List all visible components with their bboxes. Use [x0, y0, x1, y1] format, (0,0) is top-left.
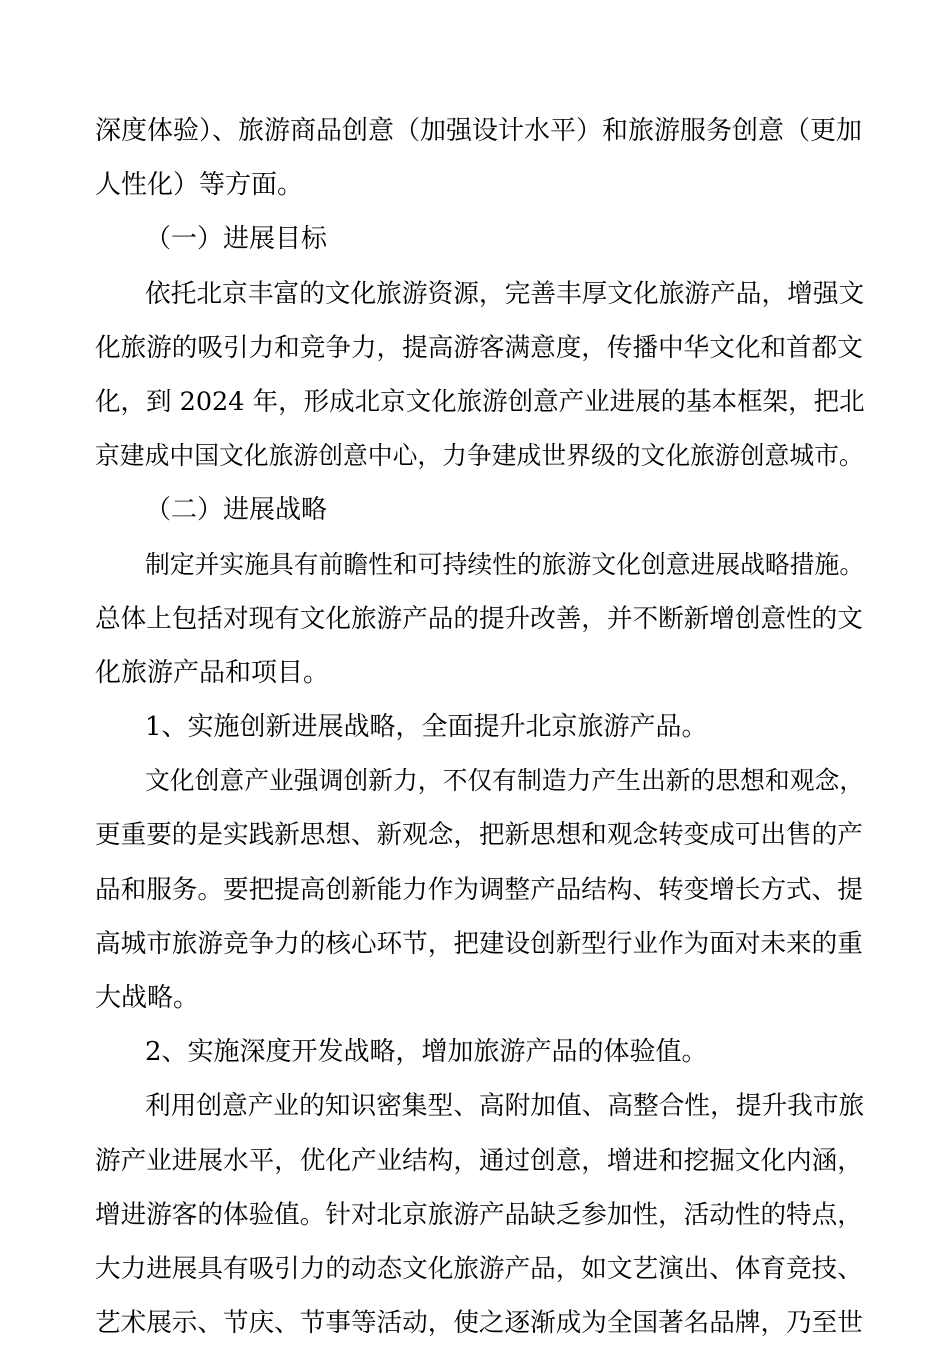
text-line: 化，到 2024 年，形成北京文化旅游创意产业进展的基本框架，把北	[95, 386, 865, 417]
text-line: 增进游客的体验值。针对北京旅游产品缺乏参加性，活动性的特点，	[95, 1199, 863, 1230]
text-line: 利用创意产业的知识密集型、高附加值、高整合性，提升我市旅	[145, 1091, 865, 1122]
document-page	[95, 104, 865, 1350]
section-heading: （二）进展战略	[145, 495, 328, 526]
text-line: 化旅游产品和项目。	[95, 657, 330, 688]
text-line: 文化创意产业强调创新力，不仅有制造力产生出新的思想和观念，	[145, 766, 865, 796]
text-line: 大力进展具有吸引力的动态文化旅游产品，如文艺演出、体育竞技、	[95, 1253, 863, 1284]
text-line: 人性化）等方面。	[95, 170, 304, 201]
subsection-heading: 2、实施深度开发战略，增加旅游产品的体验值。	[145, 1037, 708, 1068]
text-line: 深度体验）、旅游商品创意（加强设计水平）和旅游服务创意（更加	[95, 116, 863, 146]
subsection-heading: 1、实施创新进展战略，全面提升北京旅游产品。	[145, 712, 708, 743]
text-line: 制定并实施具有前瞻性和可持续性的旅游文化创意进展战略措施。	[145, 549, 865, 579]
text-line: 大战略。	[95, 983, 200, 1013]
text-line: 依托北京丰富的文化旅游资源，完善丰厚文化旅游产品，增强文	[145, 278, 865, 309]
text-line: 艺术展示、节庆、节事等活动，使之逐渐成为全国著名品牌，乃至世	[95, 1308, 863, 1339]
section-heading: （一）进展目标	[145, 224, 328, 255]
text-line: 总体上包括对现有文化旅游产品的提升改善，并不断新增创意性的文	[95, 603, 863, 634]
text-line: 品和服务。要把提高创新能力作为调整产品结构、转变增长方式、提	[95, 874, 863, 905]
text-line: 京建成中国文化旅游创意中心，力争建成世界级的文化旅游创意城市。	[95, 441, 864, 471]
text-line: 更重要的是实践新思想、新观念，把新思想和观念转变成可出售的产	[95, 820, 863, 851]
text-line: 游产业进展水平，优化产业结构，通过创意，增进和挖掘文化内涵，	[95, 1145, 863, 1176]
text-line: 化旅游的吸引力和竞争力，提高游客满意度，传播中华文化和首都文	[95, 332, 863, 363]
text-line: 高城市旅游竞争力的核心环节，把建设创新型行业作为面对未来的重	[95, 928, 863, 959]
